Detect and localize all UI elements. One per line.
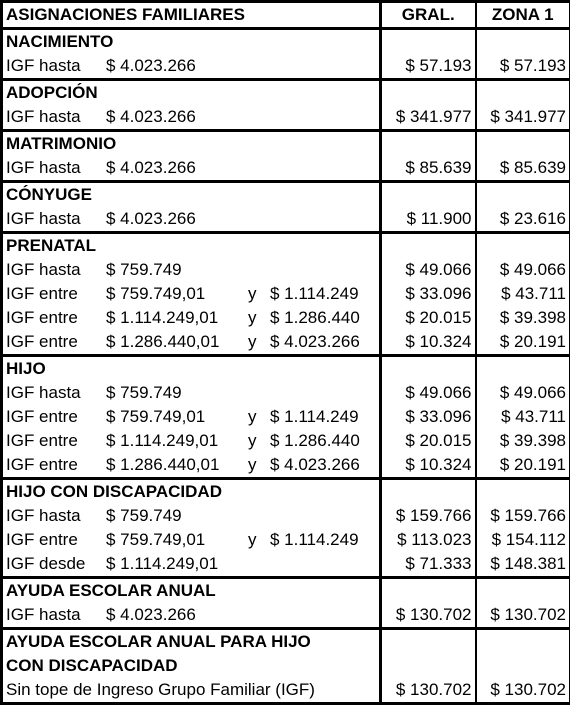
igf-value-to: $ 1.114.249 — [270, 530, 359, 549]
range-connector: y — [248, 407, 257, 426]
igf-value-from: $ 4.023.266 — [106, 56, 196, 75]
table-title: ASIGNACIONES FAMILIARES — [2, 2, 381, 29]
table-row — [2, 258, 570, 282]
amount-gral: $ 113.023 — [381, 528, 476, 552]
range-cell — [2, 603, 381, 629]
range-cell — [2, 552, 381, 578]
section-header-row — [2, 578, 570, 604]
table-row — [2, 678, 570, 704]
igf-value-from: $ 4.023.266 — [106, 209, 196, 228]
section-header-row — [2, 654, 570, 678]
amount-zona: $ 57.193 — [476, 54, 570, 80]
section-label: HIJO — [2, 356, 381, 382]
range-cell — [2, 105, 381, 131]
range-cell: Sin tope de Ingreso Grupo Familiar (IGF) — [2, 678, 381, 704]
igf-type: IGF desde — [6, 554, 86, 573]
table-row — [2, 306, 570, 330]
amount-zona: $ 130.702 — [476, 678, 570, 704]
amount-zona: $ 39.398 — [476, 306, 570, 330]
amount-gral: $ 57.193 — [381, 54, 476, 80]
table-row — [2, 453, 570, 479]
amount-zona: $ 159.766 — [476, 504, 570, 528]
amount-gral: $ 49.066 — [381, 381, 476, 405]
amount-gral: $ 10.324 — [381, 330, 476, 356]
range-cell — [2, 429, 381, 453]
range-cell — [2, 504, 381, 528]
empty-cell — [476, 233, 570, 259]
empty-cell — [381, 233, 476, 259]
empty-cell — [476, 479, 570, 505]
range-connector: y — [248, 431, 257, 450]
table-row — [2, 54, 570, 80]
igf-type: IGF hasta — [6, 56, 81, 75]
range-cell — [2, 405, 381, 429]
range-cell — [2, 528, 381, 552]
igf-type: IGF entre — [6, 308, 78, 327]
amount-zona: $ 43.711 — [476, 282, 570, 306]
section-header-row — [2, 629, 570, 655]
range-connector: y — [248, 530, 257, 549]
section-header-row — [2, 356, 570, 382]
amount-gral: $ 20.015 — [381, 429, 476, 453]
section-header-row — [2, 29, 570, 55]
empty-cell — [476, 80, 570, 106]
amount-zona: $ 148.381 — [476, 552, 570, 578]
section-header-row — [2, 182, 570, 208]
section-label: CÓNYUGE — [2, 182, 381, 208]
igf-value-from: $ 759.749,01 — [106, 284, 206, 303]
section-label: NACIMIENTO — [2, 29, 381, 55]
igf-value-from: $ 759.749 — [106, 506, 182, 525]
amount-gral: $ 33.096 — [381, 282, 476, 306]
amount-zona: $ 43.711 — [476, 405, 570, 429]
igf-value-from: $ 4.023.266 — [106, 158, 196, 177]
igf-value-to: $ 1.114.249 — [270, 407, 359, 426]
table-row — [2, 330, 570, 356]
amount-zona: $ 39.398 — [476, 429, 570, 453]
empty-cell — [476, 629, 570, 655]
igf-value-from: $ 1.286.440,01 — [106, 455, 220, 474]
col-header-zona: ZONA 1 — [476, 2, 570, 29]
range-cell — [2, 282, 381, 306]
range-connector: y — [248, 308, 257, 327]
amount-zona: $ 341.977 — [476, 105, 570, 131]
igf-type: IGF entre — [6, 407, 78, 426]
amount-zona: $ 23.616 — [476, 207, 570, 233]
igf-value-to: $ 4.023.266 — [270, 455, 360, 474]
amount-gral: $ 130.702 — [381, 678, 476, 704]
igf-value-from: $ 759.749,01 — [106, 407, 206, 426]
range-cell — [2, 258, 381, 282]
amount-zona: $ 85.639 — [476, 156, 570, 182]
igf-value-to: $ 1.286.440 — [270, 431, 360, 450]
table-row — [2, 504, 570, 528]
igf-value-from: $ 759.749 — [106, 383, 182, 402]
amount-zona: $ 49.066 — [476, 381, 570, 405]
igf-type: IGF entre — [6, 284, 78, 303]
empty-cell — [381, 654, 476, 678]
igf-value-from: $ 4.023.266 — [106, 605, 196, 624]
igf-value-from: $ 1.114.249,01 — [106, 431, 219, 450]
section-header-row — [2, 80, 570, 106]
amount-zona: $ 20.191 — [476, 330, 570, 356]
empty-cell — [381, 479, 476, 505]
igf-type: IGF hasta — [6, 158, 81, 177]
igf-type: IGF hasta — [6, 383, 81, 402]
amount-gral: $ 85.639 — [381, 156, 476, 182]
table-row — [2, 429, 570, 453]
range-cell — [2, 207, 381, 233]
amount-gral: $ 20.015 — [381, 306, 476, 330]
section-header-row — [2, 131, 570, 157]
table-row — [2, 603, 570, 629]
amount-gral: $ 71.333 — [381, 552, 476, 578]
empty-cell — [381, 29, 476, 55]
amount-gral: $ 49.066 — [381, 258, 476, 282]
section-label: PRENATAL — [2, 233, 381, 259]
empty-cell — [476, 578, 570, 604]
empty-cell — [381, 356, 476, 382]
empty-cell — [381, 578, 476, 604]
igf-value-to: $ 4.023.266 — [270, 332, 360, 351]
amount-zona: $ 130.702 — [476, 603, 570, 629]
empty-cell — [476, 131, 570, 157]
range-cell — [2, 306, 381, 330]
amount-zona: $ 49.066 — [476, 258, 570, 282]
empty-cell — [476, 356, 570, 382]
section-label: ADOPCIÓN — [2, 80, 381, 106]
table-row — [2, 405, 570, 429]
table-row — [2, 105, 570, 131]
col-header-gral: GRAL. — [381, 2, 476, 29]
range-connector: y — [248, 332, 257, 351]
empty-cell — [381, 80, 476, 106]
amount-gral: $ 33.096 — [381, 405, 476, 429]
range-connector: y — [248, 455, 257, 474]
igf-type: IGF hasta — [6, 506, 81, 525]
empty-cell — [476, 29, 570, 55]
igf-value-to: $ 1.114.249 — [270, 284, 359, 303]
igf-type: IGF hasta — [6, 209, 81, 228]
igf-type: IGF hasta — [6, 107, 81, 126]
section-header-row — [2, 479, 570, 505]
section-label: MATRIMONIO — [2, 131, 381, 157]
amount-gral: $ 159.766 — [381, 504, 476, 528]
empty-cell — [381, 629, 476, 655]
igf-value-from: $ 1.286.440,01 — [106, 332, 220, 351]
igf-type: IGF entre — [6, 332, 78, 351]
range-connector: y — [248, 284, 257, 303]
empty-cell — [476, 654, 570, 678]
empty-cell — [476, 182, 570, 208]
igf-type: IGF hasta — [6, 605, 81, 624]
table-row — [2, 156, 570, 182]
range-cell — [2, 330, 381, 356]
empty-cell — [381, 131, 476, 157]
igf-type: IGF entre — [6, 431, 78, 450]
range-cell — [2, 381, 381, 405]
range-cell — [2, 156, 381, 182]
section-label-cont: CON DISCAPACIDAD — [2, 654, 381, 678]
amount-zona: $ 154.112 — [476, 528, 570, 552]
section-label: AYUDA ESCOLAR ANUAL — [2, 578, 381, 604]
table-row — [2, 207, 570, 233]
section-label: AYUDA ESCOLAR ANUAL PARA HIJO — [2, 629, 381, 655]
igf-value-from: $ 4.023.266 — [106, 107, 196, 126]
igf-value-from: $ 1.114.249,01 — [106, 308, 219, 327]
section-header-row — [2, 233, 570, 259]
amount-zona: $ 20.191 — [476, 453, 570, 479]
igf-value-to: $ 1.286.440 — [270, 308, 360, 327]
table-row — [2, 528, 570, 552]
igf-type: IGF entre — [6, 530, 78, 549]
igf-value-from: $ 1.114.249,01 — [106, 554, 219, 573]
header-row — [2, 2, 570, 29]
amount-gral: $ 341.977 — [381, 105, 476, 131]
igf-value-from: $ 759.749,01 — [106, 530, 206, 549]
section-label: HIJO CON DISCAPACIDAD — [2, 479, 381, 505]
igf-value-from: $ 759.749 — [106, 260, 182, 279]
amount-gral: $ 11.900 — [381, 207, 476, 233]
table-row — [2, 282, 570, 306]
empty-cell — [381, 182, 476, 208]
amount-gral: $ 130.702 — [381, 603, 476, 629]
igf-type: IGF entre — [6, 455, 78, 474]
range-cell — [2, 453, 381, 479]
table-row — [2, 552, 570, 578]
igf-type: IGF hasta — [6, 260, 81, 279]
amount-gral: $ 10.324 — [381, 453, 476, 479]
range-cell — [2, 54, 381, 80]
table-row — [2, 381, 570, 405]
